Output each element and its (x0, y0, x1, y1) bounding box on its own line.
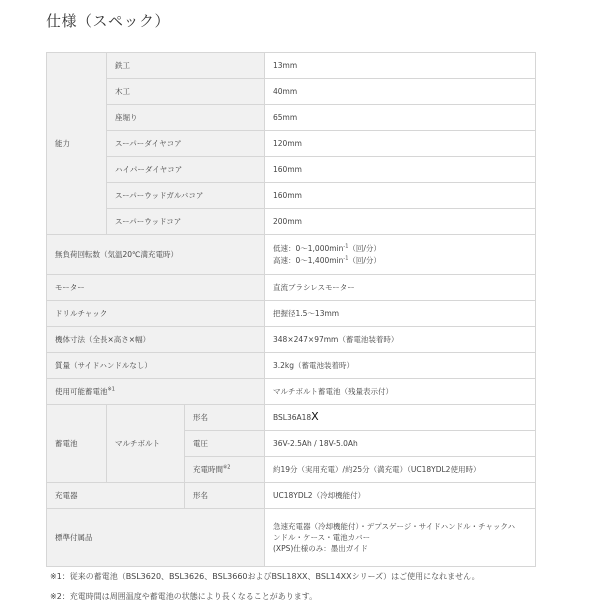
capacity-item-value: 160mm (265, 183, 536, 209)
motor-value: 直流ブラシレスモーター (265, 275, 536, 301)
battery-voltage-value: 36V-2.5Ah / 18V-5.0Ah (265, 431, 536, 457)
table-row (47, 275, 536, 301)
battery-label: 蓄電池 (47, 405, 107, 483)
table-row (47, 379, 536, 405)
capacity-item-value: 120mm (265, 131, 536, 157)
high-speed-line: 高速：$0\sim 1,400\min^{-1}$（回/分） (273, 255, 381, 265)
battery-voltage-label: 電圧 (185, 431, 265, 457)
accessories-value (265, 509, 536, 567)
page-title: 仕様（スペック） (46, 12, 171, 30)
table-row (47, 483, 536, 509)
capacity-item-label: スーパーウッドコア (107, 209, 265, 235)
capacity-label: 能力 (47, 53, 107, 235)
accessories-line: 急速充電器（冷却機能付）・デプスゲージ・サイドハンドル・チャックハ (273, 521, 515, 531)
usable-battery-value: マルチボルト蓄電池（残量表示付） (265, 379, 536, 405)
capacity-item-label: スーパーウッドガルバコア (107, 183, 265, 209)
table-row (47, 327, 536, 353)
battery-model-value: BSL36A18X (265, 405, 536, 431)
chuck-value: 把握径1.5～13mm (265, 301, 536, 327)
table-row (47, 509, 536, 567)
no-load-speed-label: 無負荷回転数（気温20℃満充電時） (47, 235, 265, 275)
table-row (47, 79, 536, 105)
no-load-speed-value (265, 235, 536, 275)
table-row (47, 209, 536, 235)
table-row (47, 131, 536, 157)
table-row (47, 183, 536, 209)
mass-label: 質量（サイドハンドルなし） (47, 353, 265, 379)
table-row (47, 405, 536, 431)
table-row (47, 157, 536, 183)
battery-charge-value: 約19分（実用充電）/約25分（満充電）（UC18YDL2使用時） (265, 457, 536, 483)
table-row (47, 301, 536, 327)
table-row (47, 105, 536, 131)
accessories-label: 標準付属品 (47, 509, 265, 567)
capacity-item-label: 座堀り (107, 105, 265, 131)
dimensions-value: 348×247×97mm（蓄電池装着時） (265, 327, 536, 353)
table-row (47, 235, 536, 275)
table-row (47, 353, 536, 379)
capacity-item-label: 鉄工 (107, 53, 265, 79)
battery-charge-label: 充電時間$^{※2}$ (185, 457, 265, 483)
capacity-item-value: 200mm (265, 209, 536, 235)
spec-table (46, 52, 536, 567)
capacity-item-label: スーパーダイヤコア (107, 131, 265, 157)
charger-value: UC18YDL2（冷却機能付） (265, 483, 536, 509)
charger-model-label: 形名 (185, 483, 265, 509)
battery-model-label: 形名 (185, 405, 265, 431)
table-row (47, 53, 536, 79)
capacity-item-value: 40mm (265, 79, 536, 105)
chuck-label: ドリルチャック (47, 301, 265, 327)
footnote-2: ※2：充電時間は周囲温度や蓄電池の状態により長くなることがあります。 (50, 592, 318, 601)
usable-battery-label: 使用可能蓄電池$^{※1}$ (47, 379, 265, 405)
accessories-line: (XPS)仕様のみ：墨出ガイド (273, 544, 369, 554)
charger-label: 充電器 (47, 483, 185, 509)
low-speed-line: 低速：$0\sim 1,000\min^{-1}$（回/分） (273, 243, 381, 254)
footnotes (50, 567, 480, 607)
mass-value: 3.2kg（蓄電池装着時） (265, 353, 536, 379)
capacity-item-value: 65mm (265, 105, 536, 131)
capacity-item-label: 木工 (107, 79, 265, 105)
model-mark: X (311, 410, 319, 424)
battery-sub-label: マルチボルト (107, 405, 185, 483)
capacity-item-label: ハイパーダイヤコア (107, 157, 265, 183)
capacity-item-value: 13mm (265, 53, 536, 79)
accessories-line: ンドル・ケース・電池カバー (273, 532, 371, 542)
dimensions-label: 機体寸法（全長×高さ×幅） (47, 327, 265, 353)
footnote-1: ※1：従来の蓄電池（BSL3620、BSL3626、BSL3660およびBSL18XX、BSL14XXシリーズ）はご使用になれません。 (50, 572, 480, 581)
motor-label: モーター (47, 275, 265, 301)
capacity-item-value: 160mm (265, 157, 536, 183)
